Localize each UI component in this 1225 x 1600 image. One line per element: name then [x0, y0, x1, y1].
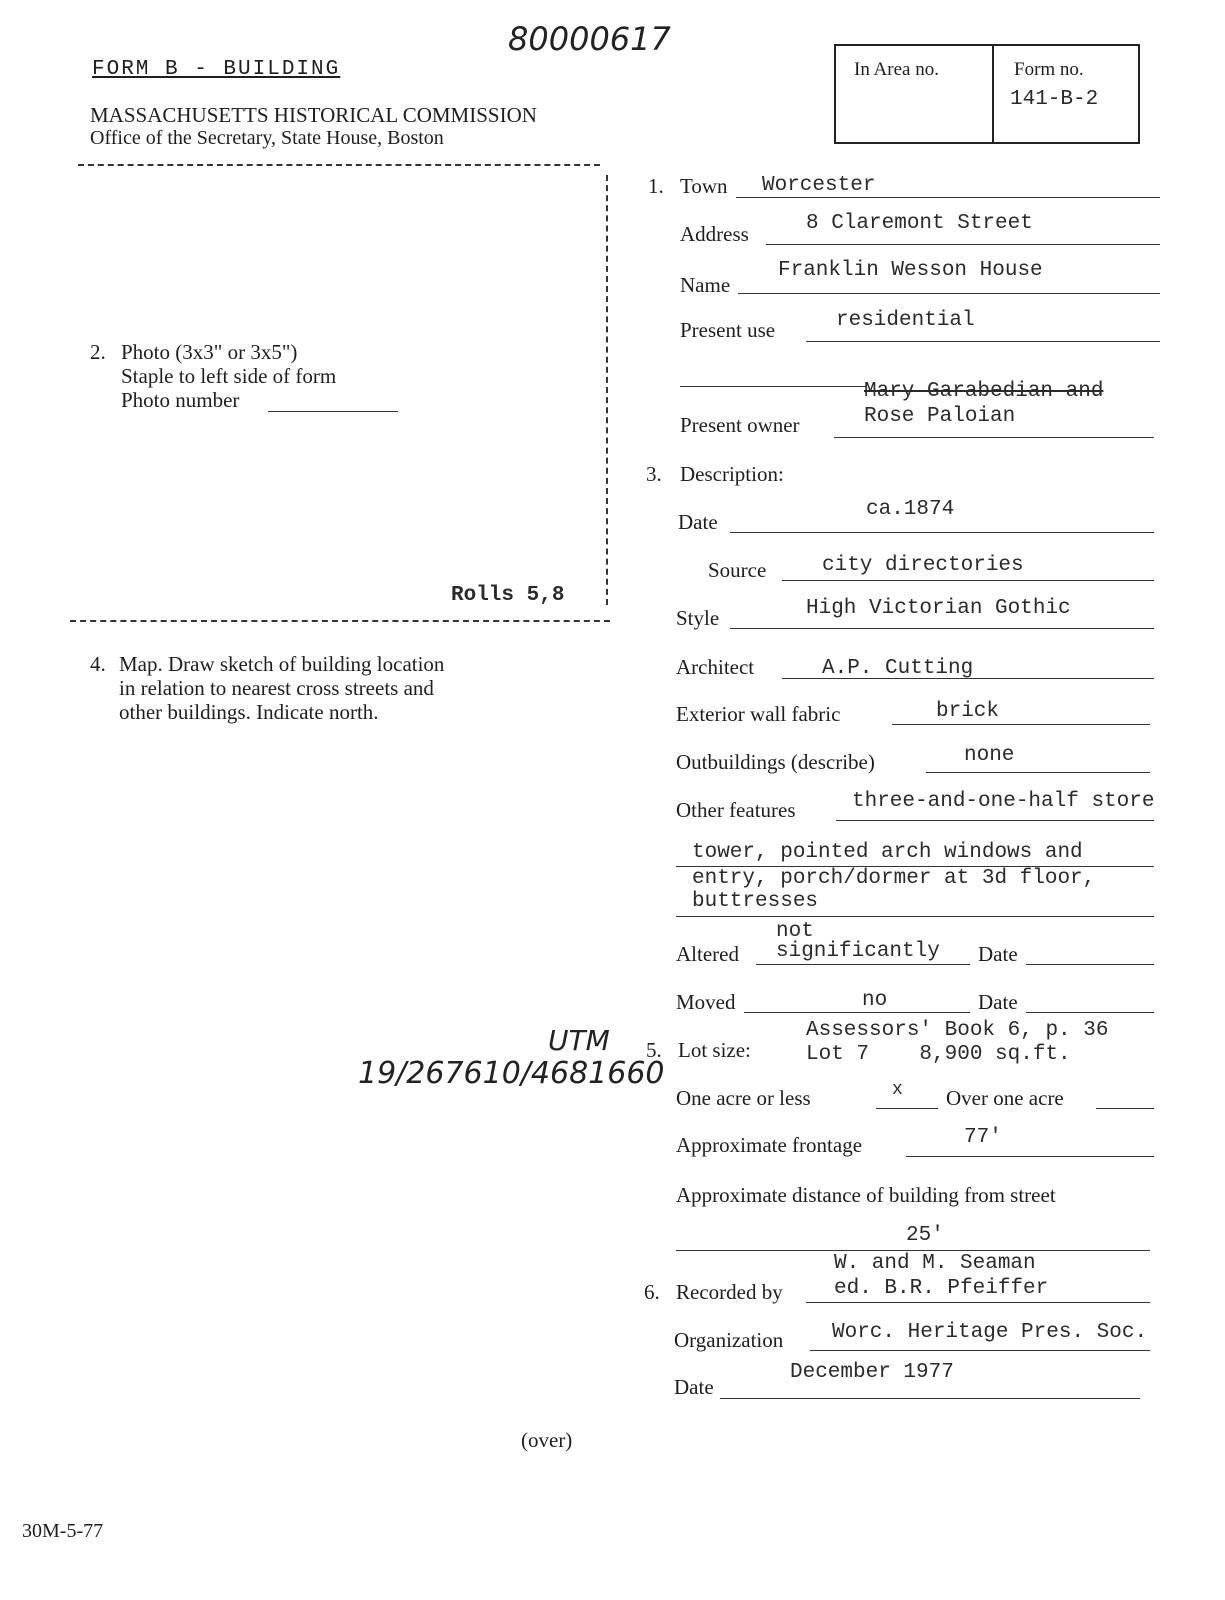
description-num: 3.	[646, 462, 662, 486]
one-acre-label: One acre or less	[676, 1086, 811, 1110]
address-value: 8 Claremont Street	[806, 212, 1033, 235]
other-features-line-1: three-and-one-half store	[852, 790, 1155, 813]
area-label: In Area no.	[854, 59, 939, 80]
address-label: Address	[680, 222, 749, 246]
recorded-by-num: 6.	[644, 1280, 660, 1304]
altered-date-line	[1026, 964, 1154, 965]
description-label: Description:	[680, 462, 784, 486]
map-instruction-2: in relation to nearest cross streets and	[119, 676, 434, 700]
source-value: city directories	[822, 554, 1024, 577]
wall-fabric-value: brick	[936, 700, 1000, 723]
organization-label: Organization	[674, 1328, 784, 1352]
other-features-line-2: tower, pointed arch windows and	[692, 841, 1083, 864]
style-line	[730, 628, 1154, 629]
outbuildings-label: Outbuildings (describe)	[676, 750, 875, 774]
date-value: ca.1874	[866, 498, 955, 521]
photo-instruction-2: Staple to left side of form	[121, 364, 337, 388]
town-value: Worcester	[762, 174, 876, 197]
altered-date-label: Date	[978, 942, 1018, 966]
source-line	[782, 580, 1154, 581]
photo-num: 2.	[90, 340, 106, 364]
present-owner-line	[834, 437, 1154, 438]
lot-size-line-1: Assessors' Book 6, p. 36	[806, 1019, 1109, 1042]
town-num: 1.	[648, 174, 664, 198]
one-acre-value: x	[892, 1080, 903, 1100]
altered-label: Altered	[676, 942, 739, 966]
distance-label: Approximate distance of building from street	[676, 1183, 1056, 1207]
present-use-value: residential	[836, 309, 975, 332]
present-owner-value: Rose Paloian	[864, 405, 1016, 428]
utm-label: UTM	[548, 1024, 610, 1057]
town-label: Town	[680, 174, 728, 198]
other-features-rule-3	[676, 916, 1154, 917]
owner-struck-value: Mary Garabedian and	[864, 380, 1104, 403]
organization-value: Worc. Heritage Pres. Soc.	[832, 1321, 1148, 1344]
name-value: Franklin Wesson House	[778, 259, 1043, 282]
outbuildings-value: none	[964, 744, 1015, 767]
present-owner-label: Present owner	[680, 413, 800, 437]
commission-name: MASSACHUSETTS HISTORICAL COMMISSION	[90, 103, 537, 127]
outbuildings-line	[926, 772, 1150, 773]
moved-value: no	[862, 989, 888, 1012]
architect-value: A.P. Cutting	[822, 657, 974, 680]
rolls-note: Rolls 5,8	[451, 584, 565, 607]
photo-number-label: Photo number	[121, 388, 240, 412]
present-use-label: Present use	[680, 318, 776, 342]
architect-label: Architect	[676, 655, 755, 679]
other-features-line-4: buttresses	[692, 890, 819, 913]
lot-size-num: 5.	[646, 1038, 662, 1062]
photo-frame-right	[606, 175, 608, 605]
frontage-value: 77'	[964, 1126, 1002, 1149]
photo-frame-top	[78, 164, 600, 166]
footer-code: 30M-5-77	[22, 1520, 104, 1542]
recorded-date-line	[720, 1398, 1140, 1399]
town-line	[736, 197, 1160, 198]
name-line	[738, 293, 1160, 294]
map-instruction-3: other buildings. Indicate north.	[119, 700, 379, 724]
other-features-line-3: entry, porch/dormer at 3d floor,	[692, 867, 1096, 890]
form-no-value: 141-B-2	[1010, 88, 1099, 111]
moved-date-line	[1026, 1012, 1154, 1013]
map-instruction-1: Map. Draw sketch of building location	[119, 652, 445, 676]
architect-line	[782, 678, 1154, 679]
form-title: FORM B - BUILDING	[92, 58, 341, 81]
style-value: High Victorian Gothic	[806, 597, 1071, 620]
address-line	[766, 244, 1160, 245]
photo-instruction-1: Photo (3x3" or 3x5")	[121, 340, 298, 364]
recorded-by-line-2: ed. B.R. Pfeiffer	[834, 1277, 1049, 1300]
over-note: (over)	[521, 1428, 573, 1452]
photo-frame-bottom	[70, 620, 610, 622]
recorded-by-label: Recorded by	[676, 1280, 783, 1304]
recorded-by-line	[806, 1302, 1150, 1303]
office-address: Office of the Secretary, State House, Boston	[90, 127, 444, 149]
other-features-label: Other features	[676, 798, 796, 822]
source-label: Source	[708, 558, 767, 582]
one-acre-line	[876, 1108, 938, 1109]
organization-line	[810, 1350, 1150, 1351]
frontage-line	[906, 1156, 1154, 1157]
altered-value-1: not	[776, 920, 814, 943]
utm-value: 19/267610/4681660	[358, 1056, 665, 1091]
name-label: Name	[680, 273, 731, 297]
owner-extra-line	[680, 386, 866, 387]
moved-label: Moved	[676, 990, 736, 1014]
altered-line	[756, 964, 970, 965]
other-features-rule-1	[836, 820, 1154, 821]
altered-value-2: significantly	[776, 940, 940, 963]
recorded-by-line-1: W. and M. Seaman	[834, 1252, 1036, 1275]
style-label: Style	[676, 606, 720, 630]
over-acre-label: Over one acre	[946, 1086, 1064, 1110]
map-num: 4.	[90, 652, 106, 676]
form-no-label: Form no.	[1014, 59, 1084, 80]
distance-line	[676, 1250, 1150, 1251]
recorded-date-value: December 1977	[790, 1361, 954, 1384]
wall-fabric-line	[892, 724, 1150, 725]
present-use-line	[806, 341, 1160, 342]
distance-value: 25'	[906, 1224, 944, 1247]
recorded-date-label: Date	[674, 1375, 714, 1399]
date-line	[730, 532, 1154, 533]
wall-fabric-label: Exterior wall fabric	[676, 702, 841, 726]
date-label: Date	[678, 510, 718, 534]
moved-line	[744, 1012, 970, 1013]
frontage-label: Approximate frontage	[676, 1133, 863, 1157]
lot-size-label: Lot size:	[678, 1038, 751, 1062]
photo-number-line	[268, 411, 398, 412]
moved-date-label: Date	[978, 990, 1018, 1014]
over-acre-line	[1096, 1108, 1154, 1109]
handwritten-id: 80000617	[508, 20, 671, 58]
lot-size-line-2: Lot 7 8,900 sq.ft.	[806, 1043, 1071, 1066]
